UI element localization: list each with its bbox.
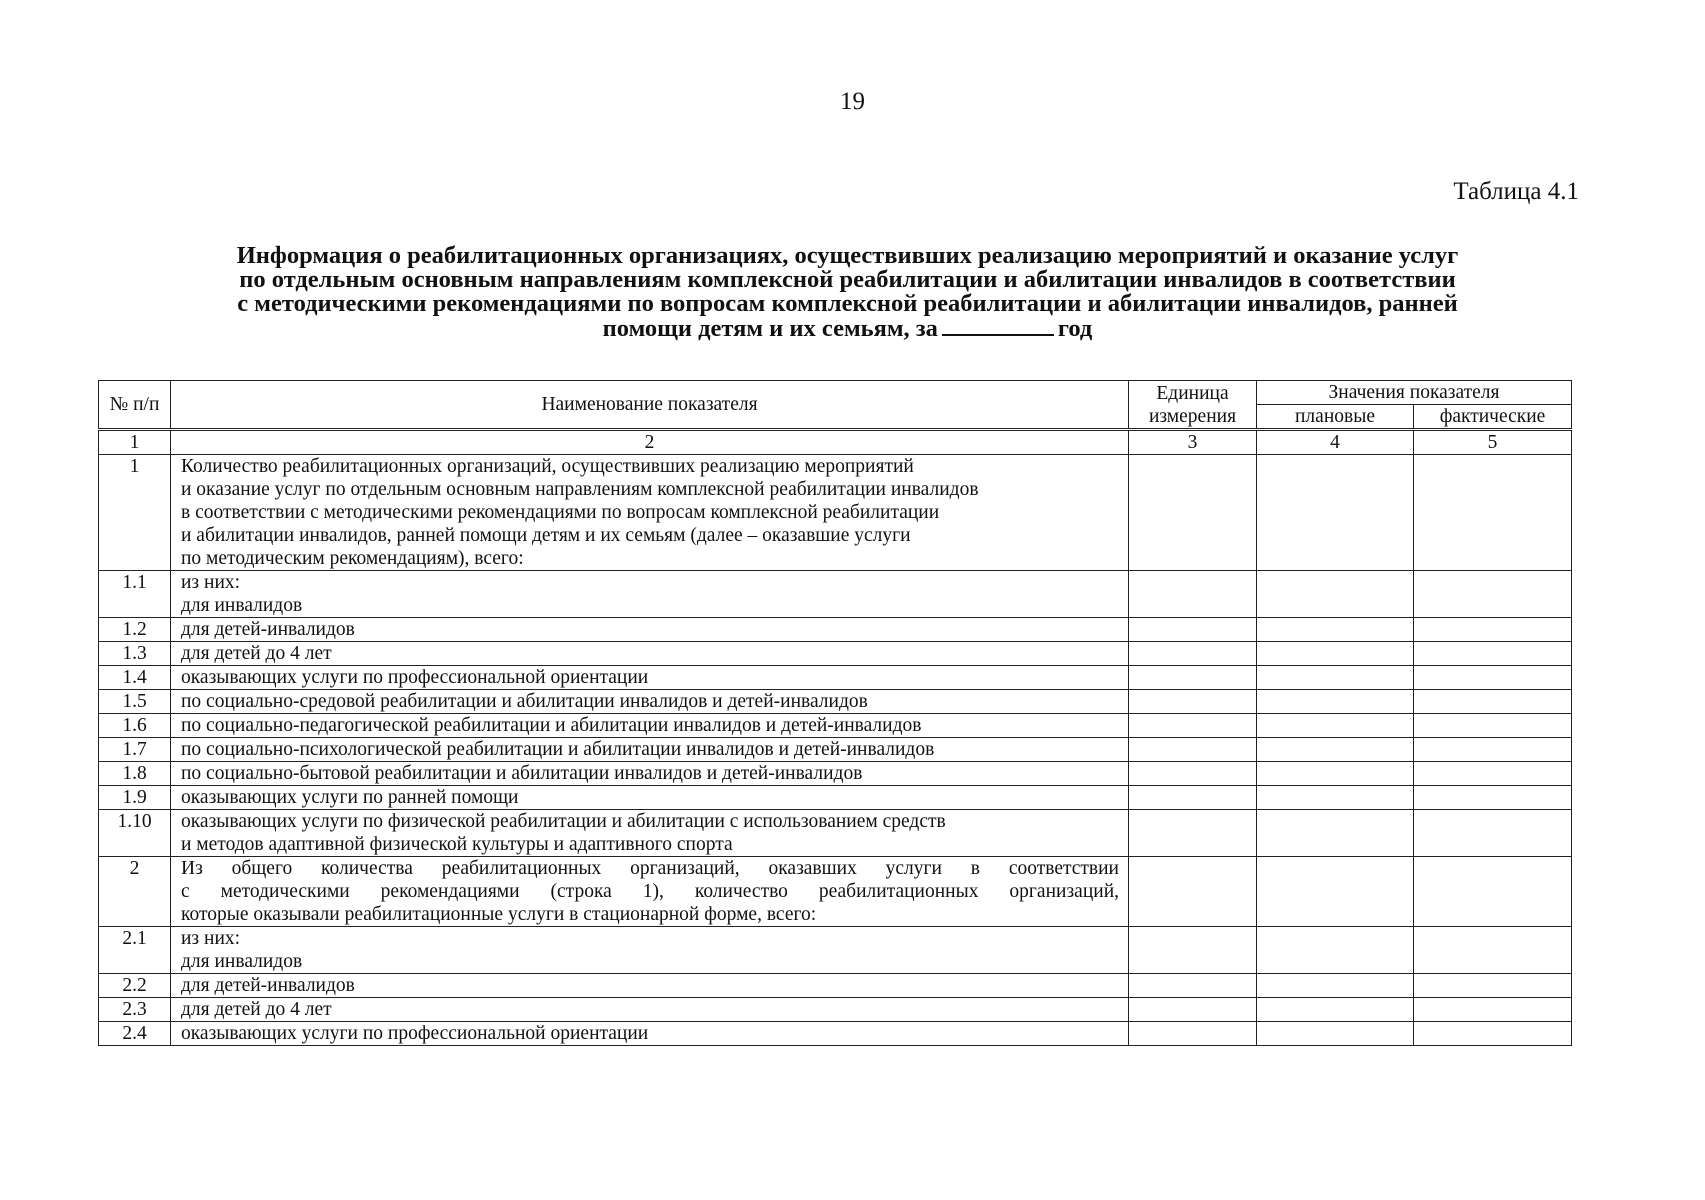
indicator-name (171, 762, 1129, 786)
actual-value-cell[interactable] (1414, 786, 1572, 810)
indicator-name (171, 571, 1129, 618)
header-unit: Единица измерения (1129, 381, 1257, 430)
unit-cell[interactable] (1129, 974, 1257, 998)
table-body (99, 430, 1572, 1046)
indicator-name (171, 618, 1129, 642)
title-last-start: помощи детям и их семьям, за (602, 315, 938, 342)
unit-cell[interactable] (1129, 998, 1257, 1022)
indicator-name-line: из них: (181, 928, 241, 949)
planned-value-cell[interactable] (1257, 714, 1414, 738)
unit-cell[interactable] (1129, 762, 1257, 786)
planned-value-cell[interactable] (1257, 786, 1414, 810)
indicator-name (171, 455, 1129, 571)
indicator-name (171, 974, 1129, 998)
indicator-name-line: по социально-бытовой реабилитации и абилитации инвалидов и детей-инвалидов (181, 763, 863, 784)
unit-cell[interactable] (1129, 455, 1257, 571)
row-number: 1 (99, 455, 171, 571)
unit-cell[interactable] (1129, 642, 1257, 666)
unit-cell[interactable] (1129, 1022, 1257, 1046)
planned-value-cell[interactable] (1257, 618, 1414, 642)
table-row (99, 571, 1572, 618)
year-blank-field[interactable] (942, 316, 1054, 336)
row-number: 1.4 (99, 666, 171, 690)
planned-value-cell[interactable] (1257, 762, 1414, 786)
actual-value-cell[interactable] (1414, 455, 1572, 571)
row-number: 2.3 (99, 998, 171, 1022)
title-line: Информация о реабилитационных организациях, осуществивших реализацию мероприятий и оказание услуг (236, 242, 1459, 269)
actual-value-cell[interactable] (1414, 666, 1572, 690)
header-planned: плановые (1257, 405, 1414, 430)
indicator-name-line: для детей-инвалидов (181, 619, 355, 640)
column-number: 5 (1414, 430, 1572, 455)
row-number: 2 (99, 857, 171, 927)
indicator-name-line: по социально-средовой реабилитации и абилитации инвалидов и детей-инвалидов (181, 691, 868, 712)
indicator-name-line: которые оказывали реабилитационные услуги в стационарной форме, всего: (181, 904, 817, 925)
header-name: Наименование показателя (171, 381, 1129, 430)
column-number-row (99, 430, 1572, 455)
table-row (99, 690, 1572, 714)
actual-value-cell[interactable] (1414, 571, 1572, 618)
indicator-name (171, 666, 1129, 690)
table-row (99, 666, 1572, 690)
unit-cell[interactable] (1129, 571, 1257, 618)
actual-value-cell[interactable] (1414, 762, 1572, 786)
table-row (99, 455, 1572, 571)
table-row (99, 738, 1572, 762)
table-row (99, 642, 1572, 666)
planned-value-cell[interactable] (1257, 998, 1414, 1022)
indicator-name-line: для инвалидов (181, 951, 303, 972)
row-number: 1.1 (99, 571, 171, 618)
actual-value-cell[interactable] (1414, 714, 1572, 738)
indicator-name-line: по социально-психологической реабилитации и абилитации инвалидов и детей-инвалидов (181, 739, 935, 760)
unit-cell[interactable] (1129, 618, 1257, 642)
indicator-name (171, 690, 1129, 714)
indicator-name-line: по методическим рекомендациям), всего: (181, 548, 524, 569)
actual-value-cell[interactable] (1414, 690, 1572, 714)
actual-value-cell[interactable] (1414, 974, 1572, 998)
planned-value-cell[interactable] (1257, 571, 1414, 618)
page-number: 19 (840, 88, 865, 115)
row-number: 1.5 (99, 690, 171, 714)
table-row (99, 857, 1572, 927)
table-row (99, 714, 1572, 738)
table-row (99, 927, 1572, 974)
planned-value-cell[interactable] (1257, 857, 1414, 927)
actual-value-cell[interactable] (1414, 618, 1572, 642)
actual-value-cell[interactable] (1414, 857, 1572, 927)
indicator-name-line: в соответствии с методическими рекомендациями по вопросам комплексной реабилитации (181, 502, 940, 523)
planned-value-cell[interactable] (1257, 738, 1414, 762)
indicator-name (171, 1022, 1129, 1046)
unit-cell[interactable] (1129, 857, 1257, 927)
title-line: с методическими рекомендациями по вопросам комплексной реабилитации и абилитации инвалидов, ранней (237, 290, 1458, 317)
indicator-name-line: с методическими рекомендациями (строка 1), количество реабилитационных организаций, (181, 881, 1119, 902)
row-number: 1.6 (99, 714, 171, 738)
indicator-name (171, 998, 1129, 1022)
indicator-name (171, 857, 1129, 927)
indicator-name-line: по социально-педагогической реабилитации и абилитации инвалидов и детей-инвалидов (181, 715, 922, 736)
planned-value-cell[interactable] (1257, 927, 1414, 974)
header-row (99, 381, 1572, 405)
row-number: 1.10 (99, 810, 171, 857)
planned-value-cell[interactable] (1257, 974, 1414, 998)
row-number: 2.2 (99, 974, 171, 998)
actual-value-cell[interactable] (1414, 642, 1572, 666)
row-number: 1.3 (99, 642, 171, 666)
indicator-name-line: для инвалидов (181, 595, 303, 616)
indicator-name-line: из них: (181, 572, 241, 593)
title-last-end: год (1057, 315, 1093, 342)
unit-cell[interactable] (1129, 714, 1257, 738)
unit-cell[interactable] (1129, 927, 1257, 974)
indicator-name (171, 810, 1129, 857)
title-line (135, 316, 1560, 341)
indicator-name-line: Из общего количества реабилитационных организаций, оказавших услуги в соответствии (181, 858, 1119, 879)
actual-value-cell[interactable] (1414, 998, 1572, 1022)
planned-value-cell[interactable] (1257, 455, 1414, 571)
table-row (99, 762, 1572, 786)
row-number: 2.4 (99, 1022, 171, 1046)
planned-value-cell[interactable] (1257, 642, 1414, 666)
document-title (135, 244, 1560, 341)
actual-value-cell[interactable] (1414, 810, 1572, 857)
indicator-name-line: оказывающих услуги по профессиональной ориентации (181, 1023, 649, 1044)
table-row (99, 618, 1572, 642)
unit-cell[interactable] (1129, 738, 1257, 762)
table-row (99, 786, 1572, 810)
column-number: 1 (99, 430, 171, 455)
indicator-name-line: Количество реабилитационных организаций, осуществивших реализацию мероприятий (181, 456, 914, 477)
indicator-name-line: и оказание услуг по отдельным основным направлениям комплексной реабилитации инвалидов (181, 479, 979, 500)
unit-cell[interactable] (1129, 666, 1257, 690)
indicator-table (98, 380, 1572, 1046)
indicator-name (171, 642, 1129, 666)
indicator-name (171, 714, 1129, 738)
indicator-name-line: для детей до 4 лет (181, 999, 332, 1020)
row-number: 1.2 (99, 618, 171, 642)
planned-value-cell[interactable] (1257, 666, 1414, 690)
indicator-name (171, 738, 1129, 762)
table-label: Таблица 4.1 (1453, 178, 1579, 205)
column-number: 3 (1129, 430, 1257, 455)
indicator-name-line: оказывающих услуги по профессиональной ориентации (181, 667, 649, 688)
planned-value-cell[interactable] (1257, 1022, 1414, 1046)
indicator-name-line: оказывающих услуги по физической реабилитации и абилитации с использованием средств (181, 811, 946, 832)
table-row (99, 998, 1572, 1022)
indicator-table-wrap (98, 380, 1571, 1046)
title-line: по отдельным основным направлениям комплексной реабилитации и абилитации инвалидов в соответствии (239, 266, 1456, 293)
planned-value-cell[interactable] (1257, 810, 1414, 857)
actual-value-cell[interactable] (1414, 738, 1572, 762)
row-number: 2.1 (99, 927, 171, 974)
indicator-name-line: оказывающих услуги по ранней помощи (181, 787, 519, 808)
indicator-name (171, 927, 1129, 974)
header-actual: фактические (1414, 405, 1572, 430)
indicator-name-line: для детей до 4 лет (181, 643, 332, 664)
row-number: 1.8 (99, 762, 171, 786)
actual-value-cell[interactable] (1414, 927, 1572, 974)
column-number: 4 (1257, 430, 1414, 455)
row-number: 1.9 (99, 786, 171, 810)
header-num: № п/п (99, 381, 171, 430)
table-row (99, 974, 1572, 998)
actual-value-cell[interactable] (1414, 1022, 1572, 1046)
unit-cell[interactable] (1129, 810, 1257, 857)
planned-value-cell[interactable] (1257, 690, 1414, 714)
indicator-name (171, 786, 1129, 810)
unit-cell[interactable] (1129, 690, 1257, 714)
indicator-name-line: и абилитации инвалидов, ранней помощи детям и их семьям (далее – оказавшие услуги (181, 525, 911, 546)
table-row (99, 1022, 1572, 1046)
indicator-name-line: для детей-инвалидов (181, 975, 355, 996)
column-number: 2 (171, 430, 1129, 455)
table-row (99, 810, 1572, 857)
unit-cell[interactable] (1129, 786, 1257, 810)
row-number: 1.7 (99, 738, 171, 762)
header-values-group: Значения показателя (1257, 381, 1572, 405)
indicator-name-line: и методов адаптивной физической культуры и адаптивного спорта (181, 834, 733, 855)
